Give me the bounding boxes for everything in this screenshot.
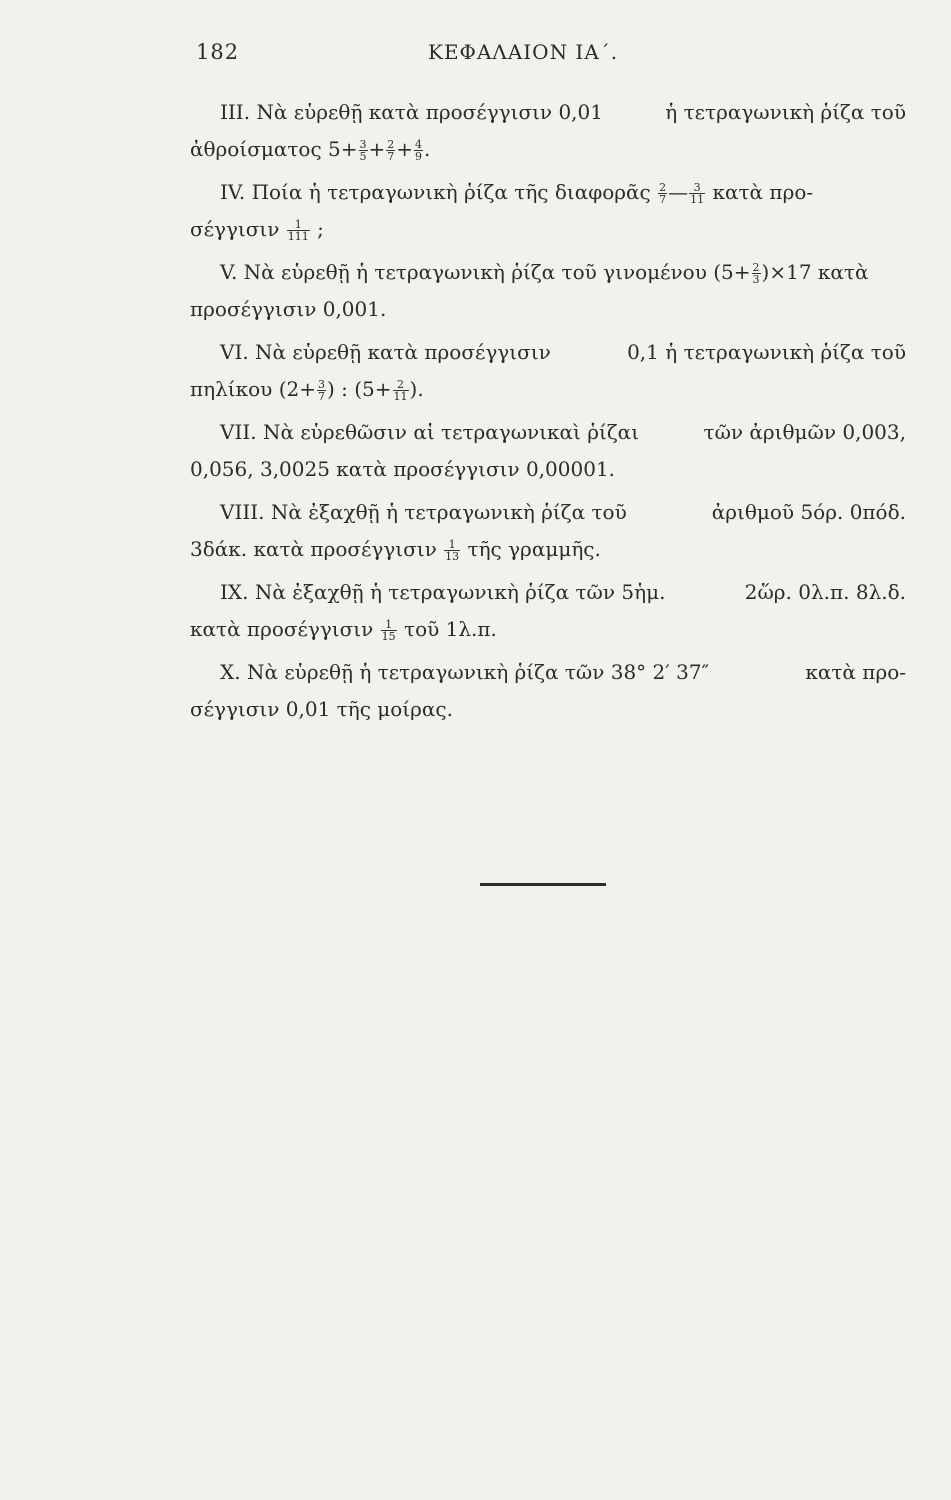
fraction: $\frac{2}{7}$ — [387, 138, 395, 163]
exercise-vii-line-2: 0,056, 3,0025 κατὰ προσέγγισιν 0,00001. — [190, 457, 616, 481]
fraction: $\frac{2}{11}$ — [393, 378, 408, 403]
exercise-v-line-2: προσέγγισιν 0,001. — [190, 297, 387, 321]
exercise-list — [190, 94, 906, 728]
page-header — [196, 40, 855, 70]
exercise-vi-line-1: VI. Νὰ εὑρεθῇ κατὰ προσέγγισιν 0,1 ἡ τετραγωνικὴ ῥίζα τοῦ — [220, 340, 906, 364]
fraction: $\frac{3}{5}$ — [359, 138, 367, 163]
fraction: $\frac{3}{11}$ — [690, 181, 705, 206]
exercise-v-line-1: V. Νὰ εὑρεθῇ ἡ τετραγωνικὴ ῥίζα τοῦ γινομένου (5+ $\frac{2}{3}$ )×17 κατὰ — [220, 260, 869, 286]
page-number: 182 — [196, 40, 240, 64]
exercise-vi-line-2: πηλίκου (2+ $\frac{3}{7}$ ) : (5+ $\frac{2}{11}$ ). — [190, 377, 424, 403]
exercise-vii-line-1: VII. Νὰ εὑρεθῶσιν αἱ τετραγωνικαὶ ῥίζαι τῶν ἀριθμῶν 0,003, — [220, 420, 906, 444]
exercise-iv-line-2: σέγγισιν $\frac{1}{111}$ ; — [190, 217, 324, 243]
exercise-viii-line-1: VIII. Νὰ ἐξαχθῇ ἡ τετραγωνικὴ ῥίζα τοῦ ἀριθμοῦ 5όρ. 0πόδ. — [220, 500, 906, 524]
fraction: $\frac{1}{111}$ — [287, 218, 309, 243]
exercise-x-line-2: σέγγισιν 0,01 τῆς μοίρας. — [190, 697, 453, 721]
exercise-iii-line-2: ἀθροίσματος 5+ $\frac{3}{5}$ + $\frac{2}{7}$ + $\frac{4}{9}$ . — [190, 137, 431, 163]
exercise-x-line-1: X. Νὰ εὑρεθῇ ἡ τετραγωνικὴ ῥίζα τῶν 38° 2′ 37″ κατὰ προ- — [220, 660, 906, 684]
fraction: $\frac{4}{9}$ — [415, 138, 423, 163]
fraction: $\frac{2}{3}$ — [752, 261, 760, 286]
exercise-ix-line-1: IX. Νὰ ἐξαχθῇ ἡ τετραγωνικὴ ῥίζα τῶν 5ἡμ. 2ὥρ. 0λ.π. 8λ.δ. — [220, 580, 906, 604]
fraction: $\frac{2}{7}$ — [659, 181, 667, 206]
fraction: $\frac{1}{13}$ — [445, 538, 460, 563]
fraction: $\frac{1}{15}$ — [381, 618, 396, 643]
exercise-ix-line-2: κατὰ προσέγγισιν $\frac{1}{15}$ τοῦ 1λ.π. — [190, 617, 497, 643]
running-title: ΚΕΦΑΛΑΙΟΝ ΙΑ΄. — [428, 40, 619, 64]
exercise-iii-line-1: III. Νὰ εὑρεθῇ κατὰ προσέγγισιν 0,01 ἡ τετραγωνικὴ ῥίζα τοῦ — [220, 100, 906, 124]
section-divider-rule — [480, 883, 606, 886]
exercise-viii-line-2: 3δάκ. κατὰ προσέγγισιν $\frac{1}{13}$ τῆς γραμμῆς. — [190, 537, 601, 563]
fraction: $\frac{3}{7}$ — [318, 378, 325, 403]
exercise-iv-line-1: IV. Ποία ἡ τετραγωνικὴ ῥίζα τῆς διαφορᾶς $\frac{2}{7}$ — $\frac{3}{11}$ κατὰ προ- — [220, 180, 814, 206]
